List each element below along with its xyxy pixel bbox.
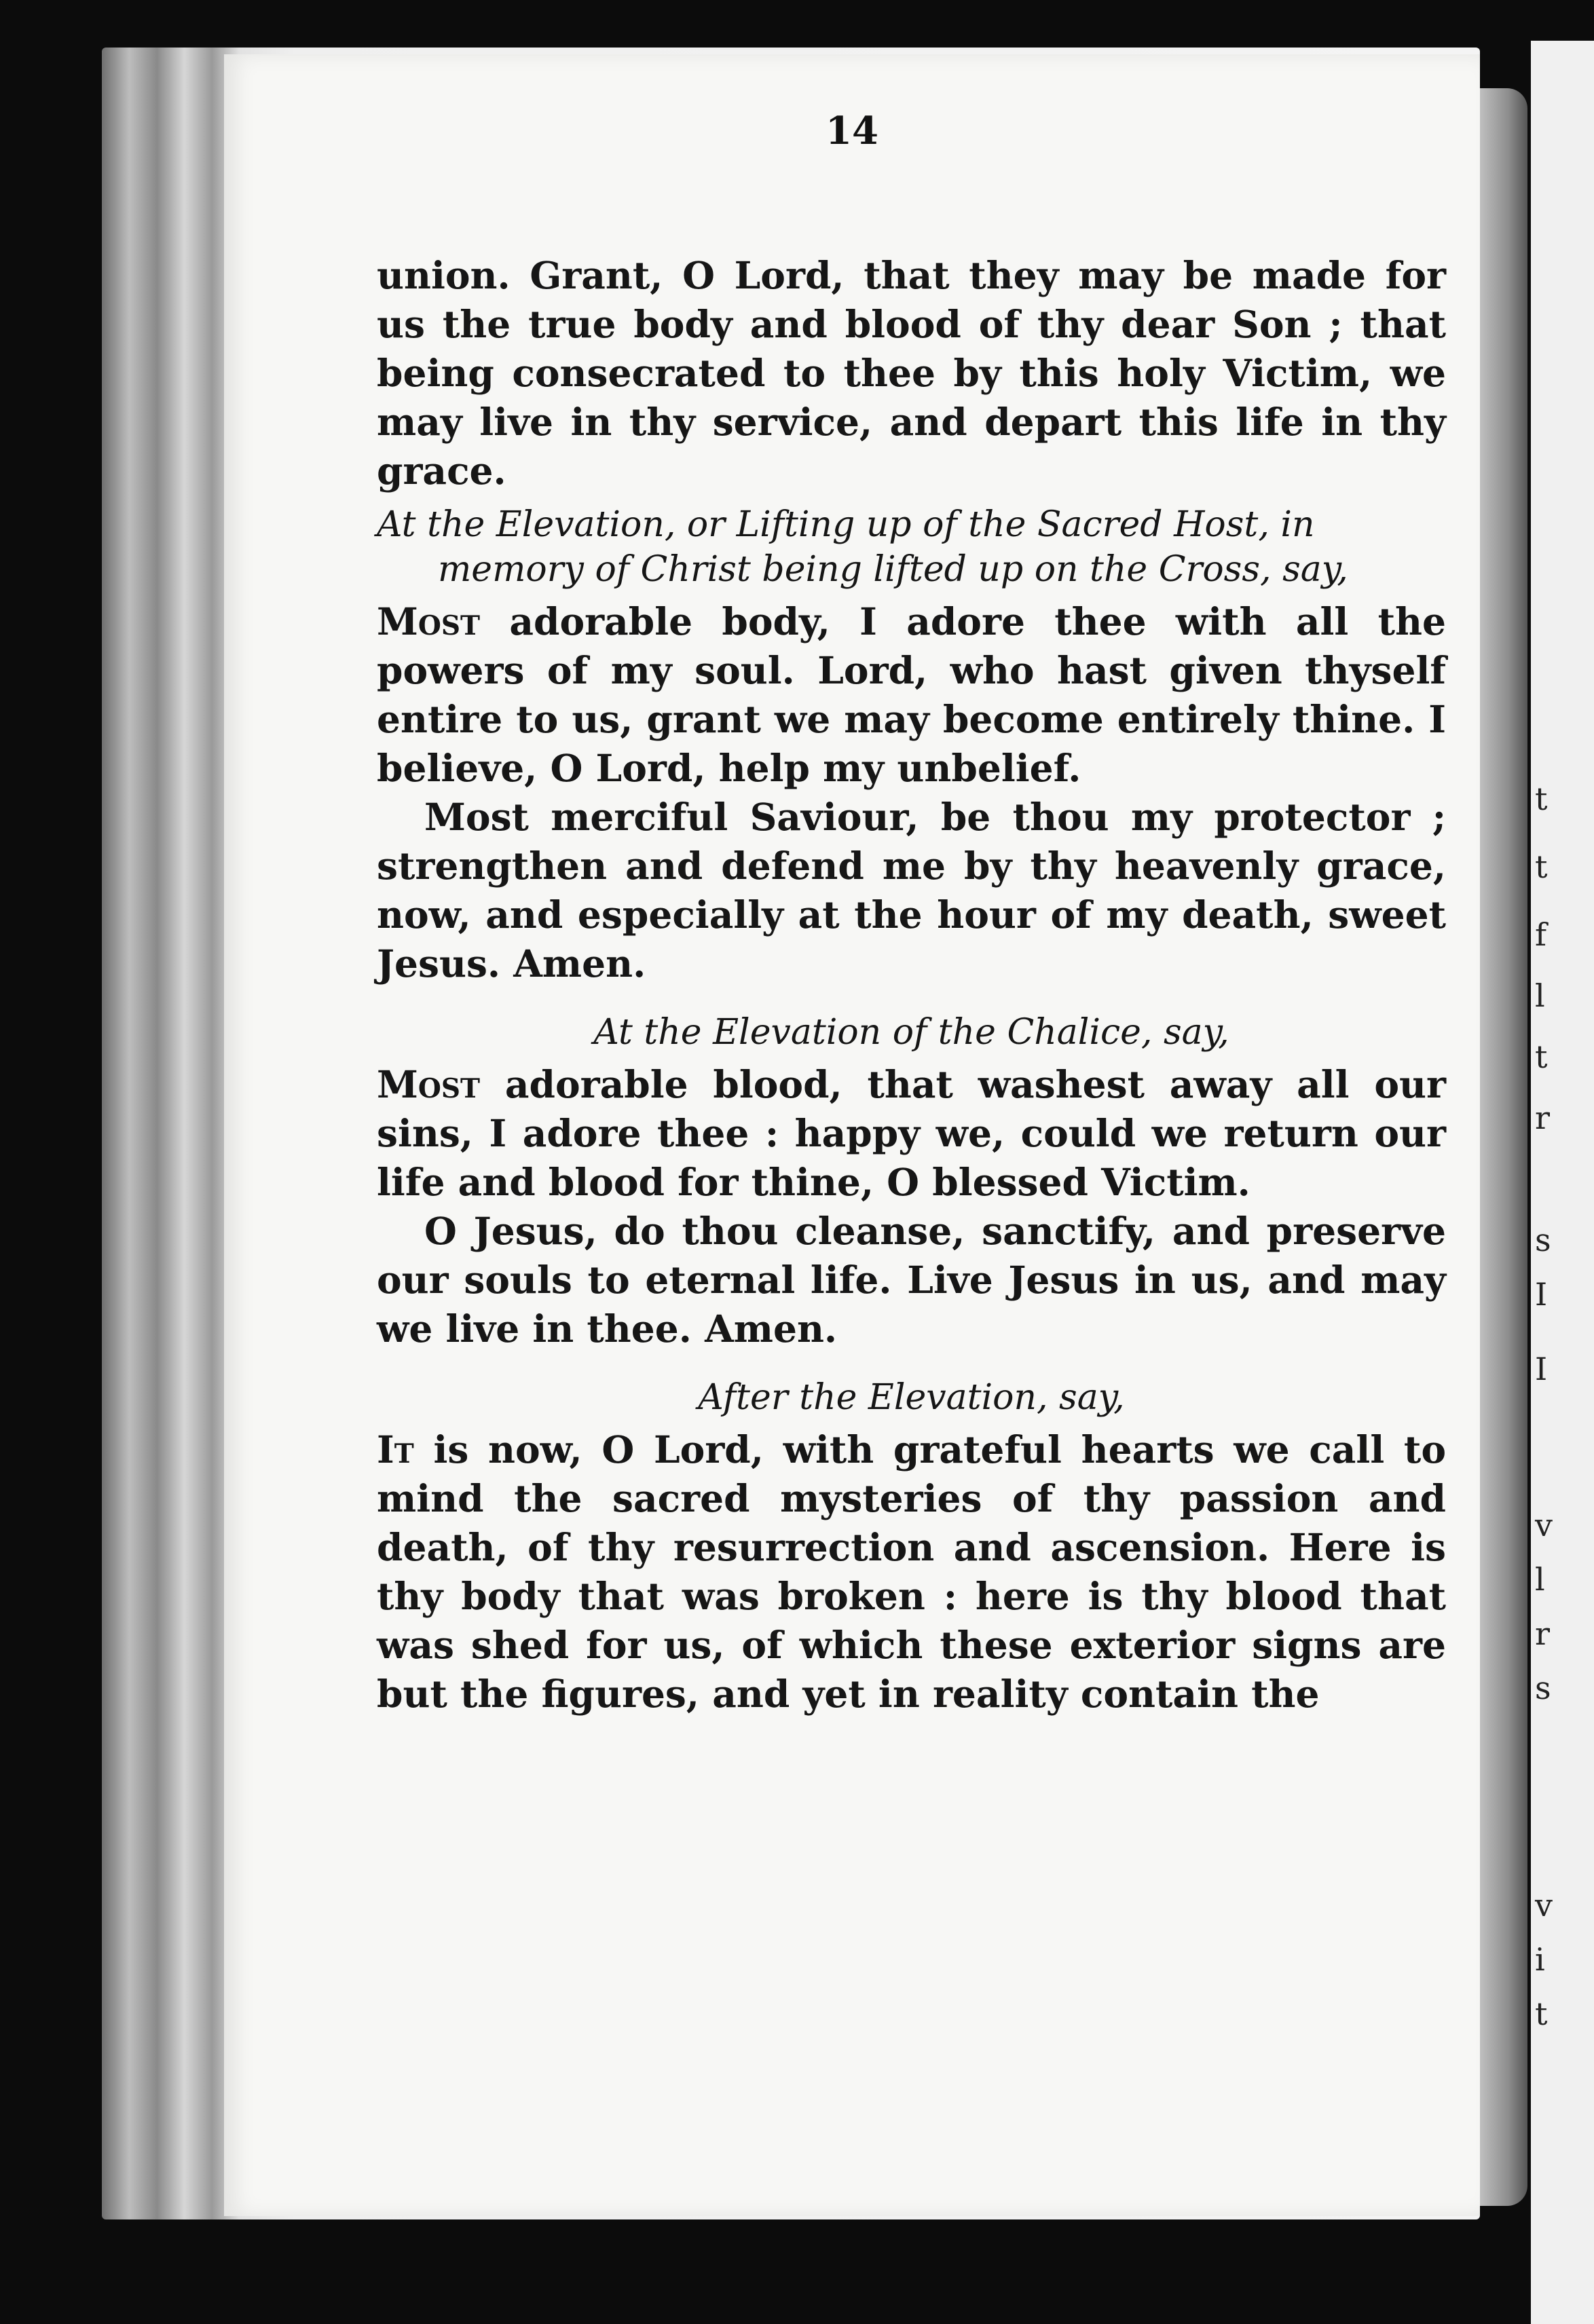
rubric-elevation-chalice: At the Elevation of the Chalice, say, [593,1012,1229,1053]
neighbor-fragment: i [1535,1941,1545,1978]
neighbor-fragment: v [1535,1887,1553,1924]
neighbor-fragment: t [1535,1995,1548,2032]
paragraph-text: adorable body, I adore thee with all the powers of my soul. Lord, who hast given thyself entire to us, grant we may become entirely thine. I believe, O Lord, help my unbelief. [377,599,1446,790]
prayer-paragraph: union. Grant, O Lord, that they may be made for us the true body and blood of thy dear Son ; that being consecrated to thee by this holy Victim, we may live in thy service, and depart this life in thy grace. [377,253,1446,493]
book-page [224,54,1480,2216]
neighbor-fragment: l [1535,977,1545,1014]
drop-word: Most [377,1062,481,1106]
neighbor-fragment: t [1535,848,1548,885]
page-text [377,251,1446,1719]
neighbor-fragment: s [1535,1222,1551,1258]
prayer-paragraph [377,597,1446,793]
prayer-paragraph: O Jesus, do thou cleanse, sanctify, and preserve our souls to eternal life. Live Jesus in us, and may we live in thee. Amen. [377,1209,1446,1351]
page-number: 14 [826,109,878,153]
rubric-after-elevation: After the Elevation, say, [698,1377,1125,1418]
paragraph-text: is now, O Lord, with grateful hearts we call to mind the sacred mysteries of thy passion and death, of thy resurrection and ascension. Here is thy body that was broken : here is thy blood that was shed for us, of which these exterior signs are but the figures, and yet in reality contain the [377,1427,1447,1716]
neighbor-fragment: I [1535,1276,1548,1313]
rubric-elevation-host: At the Elevation, or Lifting up of the Sacred Host, in memory of Christ being lifted up on the Cross, say, [377,504,1348,590]
drop-word: Most [377,599,481,643]
neighbor-page [1531,41,1594,2324]
prayer-paragraph [377,1425,1446,1719]
neighbor-fragment: r [1535,1615,1550,1652]
book-fore-edge [1480,88,1527,2206]
neighbor-fragment: v [1535,1507,1553,1543]
paragraph-text: adorable blood, that washest away all our sins, I adore thee : happy we, could we return our life and blood for thine, O blessed Victim. [377,1062,1446,1204]
drop-word: It [377,1427,414,1472]
neighbor-fragment: s [1535,1670,1551,1706]
neighbor-fragment: r [1535,1100,1550,1136]
neighbor-fragment: I [1535,1351,1548,1387]
neighbor-fragment: f [1535,916,1547,953]
neighbor-fragment: t [1535,1038,1548,1075]
prayer-paragraph: Most merciful Saviour, be thou my protector ; strengthen and defend me by thy heavenly grace, now, and especially at the hour of my death, sweet Jesus. Amen. [377,795,1446,986]
neighbor-fragment: l [1535,1561,1545,1598]
prayer-paragraph [377,1060,1446,1207]
neighbor-fragment: t [1535,781,1548,817]
